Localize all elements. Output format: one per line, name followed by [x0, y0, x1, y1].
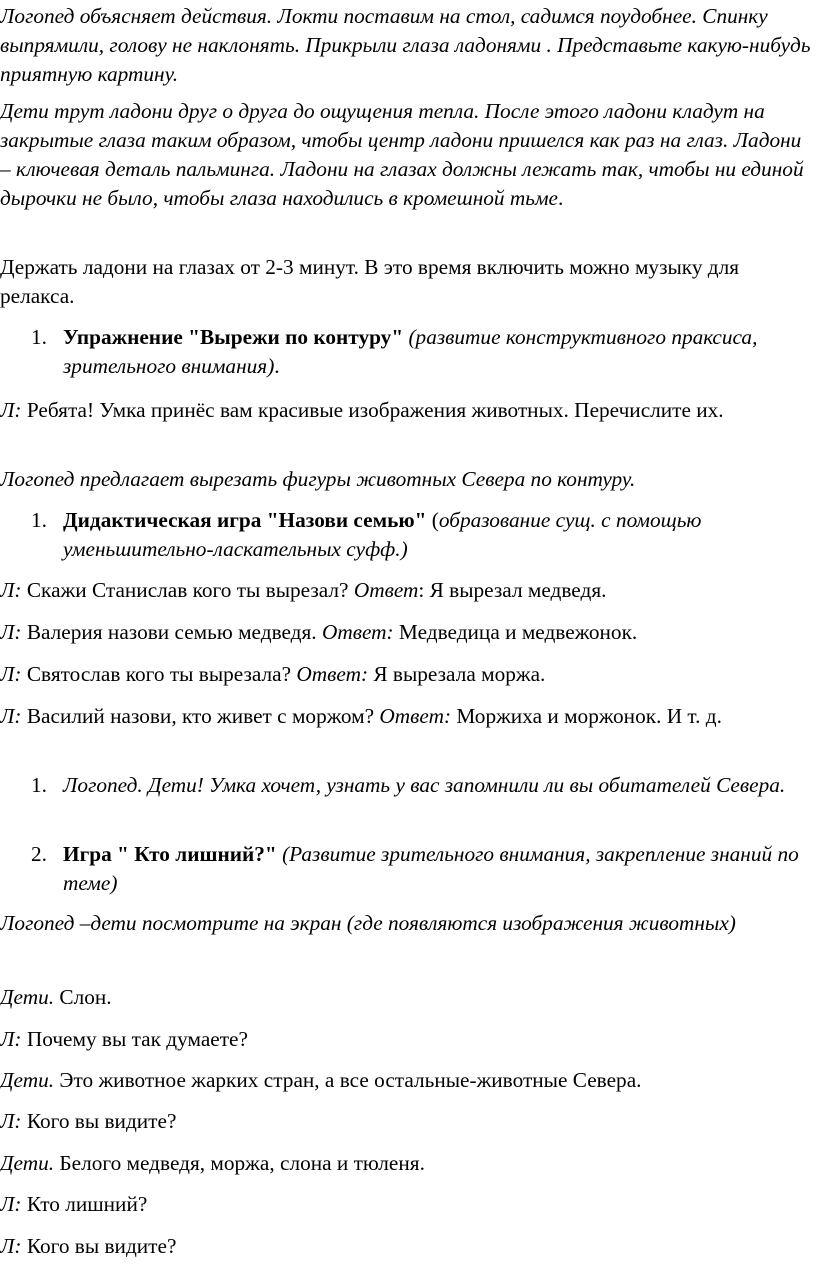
- paragraph-screen: Логопед –дети посмотрите на экран (где появляются изображения животных): [0, 911, 736, 935]
- speaker-label: Л:: [0, 704, 22, 728]
- speaker-label: Дети.: [0, 1151, 55, 1175]
- question-text: Валерия назови семью медведя.: [21, 620, 322, 644]
- dialogue-line: [0, 396, 814, 425]
- exercise-title: Упражнение "Вырежи по контуру": [63, 325, 404, 349]
- answer-text: Моржиха и моржонок. И т. д.: [451, 704, 722, 728]
- list-number: 1.: [31, 773, 47, 797]
- speech-text: Белого медведя, моржа, слона и тюленя.: [54, 1151, 425, 1175]
- dialogue-line: [0, 1232, 814, 1261]
- answer-label: Ответ:: [321, 620, 394, 644]
- answer-text: Медведица и медвежонок.: [393, 620, 638, 644]
- paragraph-palming: [0, 97, 814, 213]
- speaker-label: Л:: [0, 1234, 22, 1258]
- dialogue-line: [0, 1190, 814, 1219]
- game-title: Игра " Кто лишний?": [63, 842, 277, 866]
- list-number: 1.: [31, 508, 47, 532]
- answer-label: Ответ:: [379, 704, 452, 728]
- game-paren: (: [426, 508, 439, 532]
- speech-text: Кого вы видите?: [21, 1234, 177, 1258]
- dialogue-line: [0, 1149, 814, 1178]
- list-item-family-game: [0, 506, 814, 564]
- list-item-contour-exercise: [0, 323, 814, 381]
- dialogue-line: [0, 576, 814, 605]
- game-goal: (Развитие зрительного внимания, закрепление знаний по теме): [63, 842, 799, 895]
- speech-text: Ребята! Умка принёс вам красивые изображения животных. Перечислите их.: [21, 398, 724, 422]
- speaker-label: Л:: [0, 620, 22, 644]
- dialogue-line: [0, 1025, 814, 1054]
- paragraph-cut-figures: Логопед предлагает вырезать фигуры животных Севера по контуру.: [0, 467, 636, 491]
- answer-colon: :: [418, 578, 425, 602]
- dialogue-line: [0, 983, 814, 1012]
- speaker-label: Дети.: [0, 985, 55, 1009]
- speech-text: Кто лишний?: [21, 1192, 148, 1216]
- remember-text: Логопед. Дети! Умка хочет, узнать у вас запомнили ли вы обитателей Севера.: [63, 773, 786, 797]
- speaker-label: Л:: [0, 1027, 22, 1051]
- list-number: 1.: [31, 325, 47, 349]
- question-text: Василий назови, кто живет с моржом?: [21, 704, 380, 728]
- list-item-odd-one-game: [0, 840, 814, 898]
- speaker-label: Л:: [0, 1192, 22, 1216]
- list-item-remember: [0, 771, 814, 800]
- speaker-label: Л:: [0, 662, 22, 686]
- question-text: Скажи Станислав кого ты вырезал?: [21, 578, 354, 602]
- speaker-label: Л:: [0, 1109, 22, 1133]
- palming-text: Дети трут ладони друг о друга до ощущения тепла. После этого ладони кладут на закрытые глаза таким образом, чтобы центр ладони пришелся как раз на глаз. Ладони – ключевая деталь пальминга. Ладони на глазах должны лежать так, чтобы ни единой дырочки не было, чтобы глаза находились в кромешной тьме: [0, 99, 804, 210]
- exercise-goal: (развитие конструктивного праксиса, зрительного внимания): [63, 325, 758, 378]
- dialogue-line: [0, 1107, 814, 1136]
- speech-text: Это животное жарких стран, а все остальные-животные Севера.: [54, 1068, 642, 1092]
- game-title: Дидактическая игра "Назови семью": [63, 508, 427, 532]
- question-text: Святослав кого ты вырезала?: [21, 662, 297, 686]
- dialogue-line: [0, 618, 814, 647]
- answer-label: Ответ:: [296, 662, 369, 686]
- answer-label: Ответ: [353, 578, 419, 602]
- speaker-label: Дети.: [0, 1068, 55, 1092]
- game-goal: образование сущ. с помощью уменьшительно-ласкательных суфф.): [63, 508, 702, 561]
- speaker-label: Л:: [0, 398, 22, 422]
- dialogue-line: [0, 1066, 814, 1095]
- speech-text: Почему вы так думаете?: [21, 1027, 248, 1051]
- answer-text: Я вырезала моржа.: [368, 662, 546, 686]
- palming-period: .: [558, 186, 564, 210]
- speech-text: Слон.: [54, 985, 112, 1009]
- speaker-label: Л:: [0, 578, 22, 602]
- paragraph-hold-palms: Держать ладони на глазах от 2-3 минут. В это время включить можно музыку для релакса.: [0, 255, 740, 308]
- dialogue-line: [0, 660, 814, 689]
- exercise-period: .: [274, 354, 280, 378]
- answer-text: Я вырезал медведя.: [424, 578, 607, 602]
- list-number: 2.: [31, 842, 47, 866]
- paragraph-instructions: Логопед объясняет действия. Локти поставим на стол, садимся поудобнее. Спинку выпрямили, голову не наклонять. Прикрыли глаза ладонями . Представьте какую-нибудь приятную картину.: [0, 4, 811, 86]
- dialogue-line: [0, 702, 814, 731]
- speech-text: Кого вы видите?: [21, 1109, 177, 1133]
